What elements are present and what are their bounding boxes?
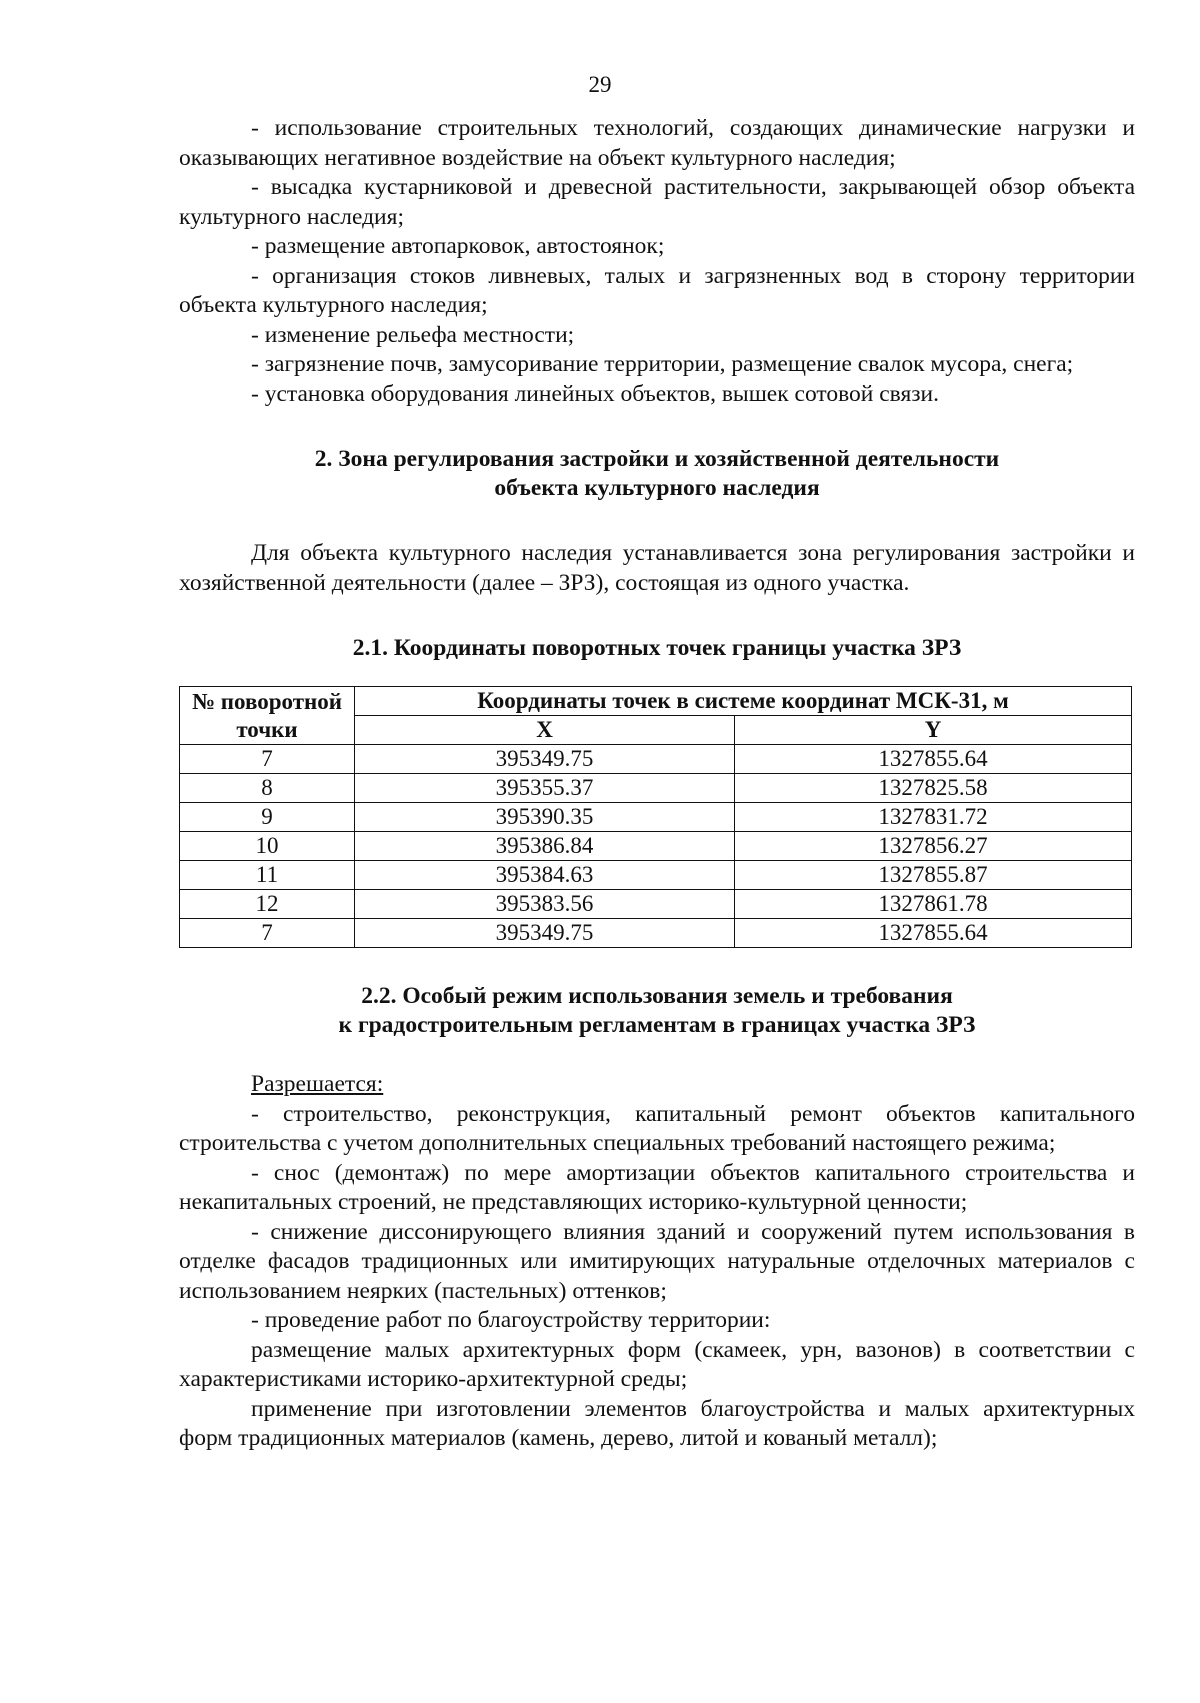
section-2-heading [179, 445, 1135, 503]
table-row [180, 745, 1132, 774]
table-header-row [180, 687, 1132, 716]
cell-x: 395390.35 [355, 803, 735, 832]
section-2-intro: Для объекта культурного наследия устанавливается зона регулирования застройки и хозяйственной деятельности (далее – ЗРЗ), состоящая из одного участка. [179, 540, 1135, 596]
cell-x: 395355.37 [355, 774, 735, 803]
allowed-item: применение при изготовлении элементов благоустройства и малых архитектурных форм традиционных материалов (камень, дерево, литой и кованый металл); [179, 1395, 1135, 1451]
cell-point: 12 [180, 890, 355, 919]
page-number: 29 [588, 72, 612, 97]
restriction-item: - установка оборудования линейных объектов, вышек сотовой связи. [251, 380, 940, 407]
cell-y: 1327825.58 [735, 774, 1132, 803]
table-row [180, 919, 1132, 948]
restriction-item: - изменение рельефа местности; [251, 321, 575, 348]
restriction-item: - организация стоков ливневых, талых и загрязненных вод в сторону территории объекта культурного наследия; [179, 262, 1135, 318]
allowed-item: - строительство, реконструкция, капитальный ремонт объектов капитального строительства с учетом дополнительных специальных требований настоящего режима; [179, 1100, 1135, 1156]
allowed-label: Разрешается: [251, 1071, 384, 1097]
column-header-point [180, 687, 355, 745]
cell-x: 395383.56 [355, 890, 735, 919]
cell-y: 1327861.78 [735, 890, 1132, 919]
cell-x: 395386.84 [355, 832, 735, 861]
table-row [180, 803, 1132, 832]
section-2-heading-line2: объекта культурного наследия [494, 475, 820, 501]
section-2-heading-line1: 2. Зона регулирования застройки и хозяйственной деятельности [314, 446, 1000, 472]
cell-point: 9 [180, 803, 355, 832]
column-header-y: Y [735, 716, 1132, 745]
restriction-item: - высадка кустарниковой и древесной растительности, закрывающей обзор объекта культурного наследия; [179, 174, 1135, 230]
column-header-point-line2: точки [236, 716, 298, 742]
cell-y: 1327831.72 [735, 803, 1132, 832]
cell-point: 11 [180, 861, 355, 890]
section-2-2-heading [179, 982, 1135, 1040]
cell-y: 1327855.87 [735, 861, 1132, 890]
cell-x: 395384.63 [355, 861, 735, 890]
section-2-1-heading: 2.1. Координаты поворотных точек границы участка ЗРЗ [352, 635, 962, 661]
restriction-item: - размещение автопарковок, автостоянок; [251, 233, 665, 259]
cell-point: 10 [180, 832, 355, 861]
cell-x: 395349.75 [355, 745, 735, 774]
cell-point: 7 [180, 745, 355, 774]
column-header-point-line1: № поворотной [191, 688, 343, 714]
cell-x: 395349.75 [355, 919, 735, 948]
allowed-label-line [179, 1070, 1135, 1100]
section-2-2-heading-line2: к градостроительным регламентам в границах участка ЗРЗ [338, 1012, 976, 1038]
allowed-item: - снос (демонтаж) по мере амортизации объектов капитального строительства и некапитальных строений, не представляющих историко-культурной ценности; [179, 1159, 1135, 1215]
cell-point: 7 [180, 919, 355, 948]
table-row [180, 861, 1132, 890]
table-row [180, 774, 1132, 803]
section-2-2-heading-line1: 2.2. Особый режим использования земель и требования [361, 983, 953, 1009]
page-content [179, 114, 1135, 1454]
cell-y: 1327855.64 [735, 745, 1132, 774]
coordinates-table [179, 686, 1132, 948]
column-header-coordinates: Координаты точек в системе координат МСК-31, м [355, 687, 1132, 716]
cell-y: 1327855.64 [735, 919, 1132, 948]
cell-y: 1327856.27 [735, 832, 1132, 861]
column-header-x: X [355, 716, 735, 745]
table-row [180, 832, 1132, 861]
restriction-item: - загрязнение почв, замусоривание территории, размещение свалок мусора, снега; [251, 351, 1074, 377]
allowed-item: - проведение работ по благоустройству территории: [251, 1307, 771, 1333]
allowed-item: - снижение диссонирующего влияния зданий и сооружений путем использования в отделке фасадов традиционных или имитирующих натуральные отделочных материалов с использованием неярких (пастельных) оттенков; [179, 1218, 1135, 1304]
restriction-item: - использование строительных технологий, создающих динамические нагрузки и оказывающих негативное воздействие на объект культурного наследия; [179, 115, 1135, 171]
cell-point: 8 [180, 774, 355, 803]
table-row [180, 890, 1132, 919]
allowed-item: размещение малых архитектурных форм (скамеек, урн, вазонов) в соответствии с характеристиками историко-архитектурной среды; [179, 1336, 1135, 1392]
